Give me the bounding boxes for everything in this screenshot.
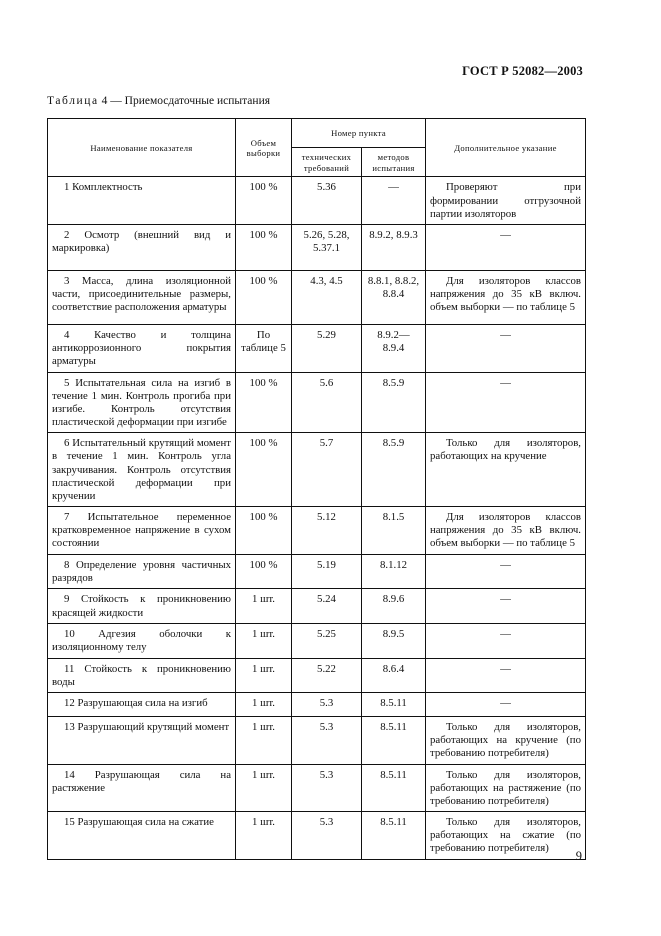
cell-sample: 100 %	[236, 555, 292, 589]
row-number: 1	[64, 181, 70, 194]
table-body	[48, 177, 586, 859]
cell-method: 8.9.2— 8.9.4	[362, 324, 426, 372]
row-number: 14	[64, 768, 75, 781]
row-name: Стойкость к проникновению красящей жидкости	[52, 593, 231, 619]
row-name: Разрушающая сила на изгиб	[77, 697, 208, 710]
cell-sample: 1 шт.	[236, 693, 292, 717]
table-row	[48, 623, 586, 658]
cell-method: —	[362, 177, 426, 225]
row-number: 10	[64, 627, 75, 640]
row-number: 3	[64, 274, 70, 287]
cell-sample: 100 %	[236, 507, 292, 555]
cell-name	[48, 270, 236, 324]
cell-note	[426, 812, 586, 860]
row-name: Комплектность	[72, 181, 143, 194]
table-row	[48, 324, 586, 372]
header-item-group: Номер пункта	[292, 119, 426, 148]
cell-tech: 5.26, 5.28, 5.37.1	[292, 224, 362, 270]
note-text: Только для изоляторов, работающих на сжатие (по требованию потребителя)	[430, 816, 581, 855]
cell-note	[426, 717, 586, 765]
table-caption	[47, 95, 270, 107]
note-text: —	[500, 559, 511, 572]
cell-tech: 5.19	[292, 555, 362, 589]
cell-method: 8.9.2, 8.9.3	[362, 224, 426, 270]
table-row	[48, 717, 586, 765]
table-row	[48, 658, 586, 692]
row-number: 13	[64, 721, 75, 734]
cell-method: 8.1.12	[362, 555, 426, 589]
cell-method: 8.5.11	[362, 717, 426, 765]
cell-note	[426, 555, 586, 589]
cell-sample: 1 шт.	[236, 623, 292, 658]
cell-name	[48, 224, 236, 270]
document-code: ГОСТ Р 52082—2003	[462, 64, 583, 78]
cell-tech: 5.36	[292, 177, 362, 225]
note-text: Проверяют при формировании отгрузочной партии изоляторов	[430, 181, 581, 220]
cell-sample: 100 %	[236, 270, 292, 324]
cell-name	[48, 324, 236, 372]
row-name: Стойкость к проникновению воды	[52, 662, 232, 688]
cell-name	[48, 717, 236, 765]
note-text: —	[500, 328, 511, 341]
row-number: 12	[64, 697, 75, 710]
note-text: —	[500, 228, 511, 241]
cell-method: 8.8.1, 8.8.2, 8.8.4	[362, 270, 426, 324]
cell-name	[48, 555, 236, 589]
row-number: 8	[64, 559, 70, 572]
cell-name	[48, 764, 236, 812]
cell-tech: 5.3	[292, 717, 362, 765]
cell-tech: 5.25	[292, 623, 362, 658]
row-name: Осмотр (внешний вид и маркировка)	[52, 228, 231, 255]
cell-sample: 1 шт.	[236, 764, 292, 812]
table-row	[48, 224, 586, 270]
row-name: Разрушающий крутящий момент	[77, 721, 230, 734]
cell-tech: 5.22	[292, 658, 362, 692]
cell-method: 8.6.4	[362, 658, 426, 692]
cell-note	[426, 589, 586, 623]
cell-method: 8.5.9	[362, 433, 426, 507]
note-text: —	[500, 627, 511, 640]
cell-sample: 1 шт.	[236, 589, 292, 623]
cell-note	[426, 764, 586, 812]
cell-note	[426, 324, 586, 372]
cell-note	[426, 177, 586, 225]
cell-tech: 4.3, 4.5	[292, 270, 362, 324]
cell-method: 8.9.5	[362, 623, 426, 658]
cell-sample: 100 %	[236, 177, 292, 225]
note-text: Для изоляторов классов напряжения до 35 кВ включ. объем выборки — по таблице 5	[430, 274, 581, 314]
cell-note	[426, 372, 586, 433]
row-name: Разрушающая сила на растяжение	[52, 768, 232, 794]
row-name: Определение уровня частичных разрядов	[52, 559, 232, 585]
cell-name	[48, 433, 236, 507]
row-number: 7	[64, 511, 70, 524]
cell-tech: 5.3	[292, 812, 362, 860]
cell-note	[426, 270, 586, 324]
cell-name	[48, 589, 236, 623]
row-name: Разрушающая сила на сжатие	[77, 816, 214, 829]
cell-sample: 100 %	[236, 433, 292, 507]
cell-note	[426, 623, 586, 658]
row-name: Качество и толщина антикоррозионного покрытия арматуры	[52, 328, 232, 368]
cell-name	[48, 658, 236, 692]
note-text: Только для изоляторов, работающих на кручение (по требованию потребителя)	[430, 721, 581, 760]
table-row	[48, 812, 586, 860]
table-row	[48, 270, 586, 324]
cell-note	[426, 507, 586, 555]
cell-name	[48, 623, 236, 658]
row-number: 9	[64, 593, 70, 606]
page-number: 9	[575, 849, 582, 863]
note-text: —	[500, 593, 511, 606]
row-name: Испытательный крутящий момент в течение 1 мин. Контроль угла закручивания. Контроль отсутствия пластической деформации при кручении	[52, 437, 231, 502]
cell-tech: 5.3	[292, 693, 362, 717]
cell-tech: 5.29	[292, 324, 362, 372]
row-number: 4	[64, 328, 70, 341]
table-caption-title: 4 — Приемосдаточные испытания	[98, 95, 271, 107]
cell-method: 8.9.6	[362, 589, 426, 623]
note-text: —	[500, 662, 511, 675]
table-row	[48, 764, 586, 812]
table-row	[48, 589, 586, 623]
cell-name	[48, 372, 236, 433]
cell-tech: 5.24	[292, 589, 362, 623]
table-row	[48, 507, 586, 555]
cell-tech: 5.12	[292, 507, 362, 555]
table-row	[48, 177, 586, 225]
header-note: Дополнительное указание	[426, 119, 586, 177]
table-row	[48, 372, 586, 433]
note-text: Только для изоляторов, работающих на кручение	[430, 437, 581, 463]
acceptance-tests-table	[47, 118, 586, 860]
cell-name	[48, 507, 236, 555]
header-sample: Объем выборки	[236, 119, 292, 177]
row-name: Испытательное переменное кратковременное напряжение в сухом состоянии	[52, 511, 232, 550]
cell-method: 8.1.5	[362, 507, 426, 555]
cell-note	[426, 433, 586, 507]
cell-method: 8.5.9	[362, 372, 426, 433]
row-name: Масса, длина изоляционной части, присоединительные размеры, соответствие расположения арматуры	[52, 274, 231, 314]
row-number: 11	[64, 662, 75, 675]
cell-sample: По таблице 5	[236, 324, 292, 372]
table-caption-word: Таблица	[47, 95, 99, 107]
cell-name	[48, 177, 236, 225]
table-row	[48, 555, 586, 589]
cell-name	[48, 812, 236, 860]
header-name: Наименование показателя	[48, 119, 236, 177]
row-number: 2	[64, 228, 70, 241]
cell-sample: 100 %	[236, 372, 292, 433]
row-number: 6	[64, 437, 70, 450]
row-number: 15	[64, 816, 75, 829]
cell-sample: 100 %	[236, 224, 292, 270]
table-row	[48, 433, 586, 507]
cell-sample: 1 шт.	[236, 812, 292, 860]
cell-name	[48, 693, 236, 717]
row-number: 5	[64, 376, 70, 389]
cell-tech: 5.7	[292, 433, 362, 507]
cell-note	[426, 658, 586, 692]
cell-sample: 1 шт.	[236, 658, 292, 692]
row-name: Испытательная сила на изгиб в течение 1 мин. Контроль прогиба при изгибе. Контроль отсутствия пластической деформации при изгибе	[52, 376, 231, 429]
cell-note	[426, 224, 586, 270]
header-methods: методов испытания	[362, 148, 426, 177]
note-text: Только для изоляторов, работающих на растяжение (по требованию потребителя)	[430, 768, 581, 807]
table-row	[48, 693, 586, 717]
note-text: —	[500, 376, 511, 389]
row-name: Адгезия оболочки к изоляционному телу	[52, 627, 232, 653]
header-tech: технических требований	[292, 148, 362, 177]
cell-method: 8.5.11	[362, 764, 426, 812]
cell-sample: 1 шт.	[236, 717, 292, 765]
cell-method: 8.5.11	[362, 693, 426, 717]
note-text: Для изоляторов классов напряжения до 35 кВ включ. объем выборки — по таблице 5	[430, 511, 581, 550]
note-text: —	[500, 697, 511, 710]
cell-tech: 5.3	[292, 764, 362, 812]
cell-tech: 5.6	[292, 372, 362, 433]
cell-method: 8.5.11	[362, 812, 426, 860]
cell-note	[426, 693, 586, 717]
